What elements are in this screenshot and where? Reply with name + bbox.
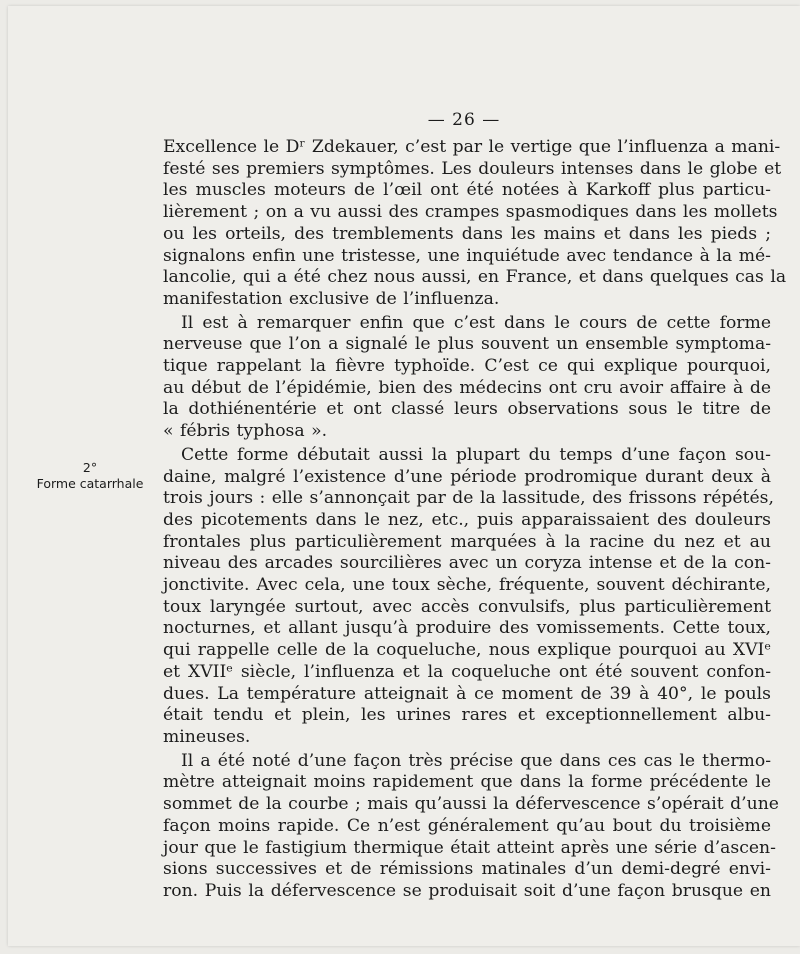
paragraph-4 <box>163 750 779 903</box>
paragraph-3 <box>163 444 774 749</box>
text-line: jonctivite. Avec cela, une toux sèche, fréquente, souvent déchirante, <box>163 575 771 596</box>
text-line: Cette forme débutait aussi la plupart du temps d’une façon sou- <box>181 444 771 465</box>
body-text <box>163 137 787 903</box>
text-line: manifestation exclusive de l’influenza. <box>163 288 500 309</box>
text-line: jour que le fastigium thermique était atteint après une série d’ascen- <box>163 837 776 858</box>
text-line: nocturnes, et allant jusqu’à produire des vomissements. Cette toux, <box>163 618 771 639</box>
text-line: toux laryngée surtout, avec accès convulsifs, plus particulièrement <box>163 596 771 617</box>
text-line: ou les orteils, des tremblements dans les mains et dans les pieds ; <box>163 223 771 244</box>
text-line: sommet de la courbe ; mais qu’aussi la défervescence s’opérait d’une <box>163 794 779 815</box>
page-number: — 26 — <box>427 110 501 130</box>
text-line: mineuses. <box>163 726 251 747</box>
text-line: tique rappelant la fièvre typhoïde. C’est ce qui explique pourquoi, <box>163 356 771 377</box>
text-line: était tendu et plein, les urines rares et exceptionnellement albu- <box>163 705 771 726</box>
text-line: lancolie, qui a été chez nous aussi, en France, et dans quelques cas la <box>163 267 787 288</box>
text-line: sions successives et de rémissions matinales d’un demi-degré envi- <box>163 859 771 880</box>
text-line: des picotements dans le nez, etc., puis apparaissaient des douleurs <box>163 509 771 530</box>
text-line: mètre atteignait moins rapidement que dans la forme précédente le <box>163 772 771 793</box>
text-line: les muscles moteurs de l’œil ont été notées à Karkoff plus particu- <box>163 180 771 201</box>
text-line: Il est à remarquer enfin que c’est dans le cours de cette forme <box>181 312 771 333</box>
paragraph-1 <box>163 137 787 311</box>
text-line: nerveuse que l’on a signalé le plus souvent un ensemble symptoma- <box>163 334 771 355</box>
text-line: lièrement ; on a vu aussi des crampes spasmodiques dans les mollets <box>163 202 778 223</box>
text-line: daine, malgré l’existence d’une période prodromique durant deux à <box>163 466 771 487</box>
text-line: frontales plus particulièrement marquées à la racine du nez et au <box>163 531 771 552</box>
text-line: qui rappelle celle de la coqueluche, nous explique pourquoi au XVIᵉ <box>163 640 771 661</box>
text-line: « fébris typhosa ». <box>163 421 328 442</box>
text-line: signalons enfin une tristesse, une inquiétude avec tendance à la mé- <box>163 245 771 266</box>
text-line: façon moins rapide. Ce n’est généralement qu’au bout du troisième <box>163 815 771 836</box>
text-line: et XVIIᵉ siècle, l’influenza et la coqueluche ont été souvent confon- <box>163 661 771 682</box>
margin-note <box>20 460 160 492</box>
paragraph-2 <box>163 313 771 443</box>
document-page <box>8 6 800 946</box>
text-line: dues. La température atteignait à ce moment de 39 à 40°, le pouls <box>163 683 771 704</box>
text-line: Il a été noté d’une façon très précise que dans ces cas le thermo- <box>181 750 771 771</box>
text-line: festé ses premiers symptômes. Les douleurs intenses dans le globe et <box>163 158 782 179</box>
margin-note-label: Forme catarrhale <box>36 476 144 491</box>
margin-note-number: 2° <box>82 460 98 475</box>
text-line: ron. Puis la défervescence se produisait soit d’une façon brusque en <box>163 880 771 901</box>
text-line: la dothiénentérie et ont classé leurs observations sous le titre de <box>163 399 771 420</box>
text-line: au début de l’épidémie, bien des médecins ont cru avoir affaire à de <box>163 377 771 398</box>
text-line: niveau des arcades sourcilières avec un coryza intense et de la con- <box>163 553 771 574</box>
text-line: trois jours : elle s’annonçait par de la lassitude, des frissons répétés, <box>163 488 774 509</box>
text-line: Excellence le Dʳ Zdekauer, c’est par le vertige que l’influenza a mani- <box>163 137 781 157</box>
